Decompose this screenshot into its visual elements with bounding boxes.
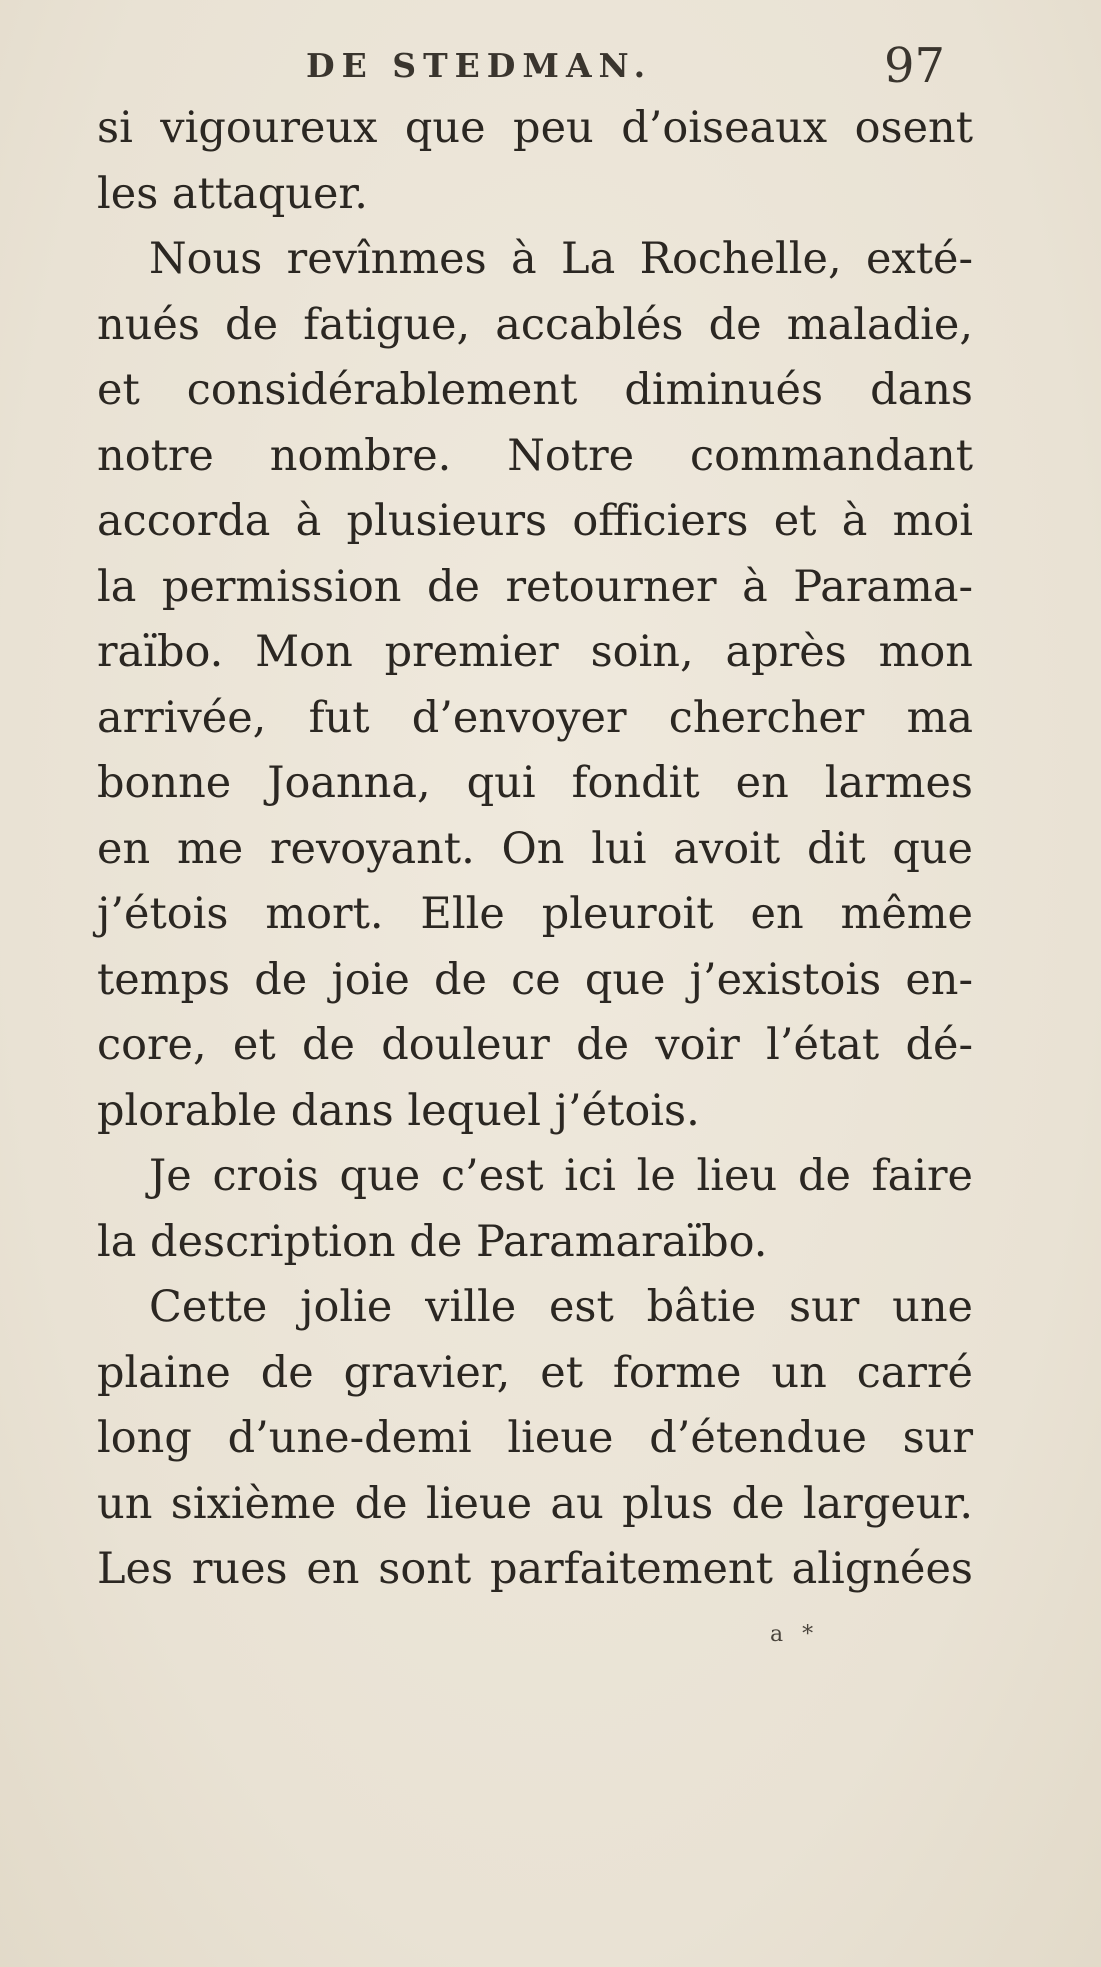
text-line: Cette jolie ville est bâtie sur une — [149, 1282, 973, 1332]
signature-mark: a * — [770, 1622, 820, 1647]
text-line: plaine de gravier, et forme un carré — [97, 1347, 973, 1398]
text-line: et considérablement diminués dans — [97, 365, 973, 415]
text-line: plorable dans lequel j’étois. — [97, 1085, 700, 1136]
text-line: les attaquer. — [97, 168, 368, 219]
text-line: la description de Paramaraïbo. — [97, 1216, 768, 1267]
text-line: Les rues en sont parfaitement alignées — [97, 1544, 973, 1594]
text-line: notre nombre. Notre commandant — [97, 430, 973, 481]
text-line: si vigoureux que peu d’oiseaux osent — [97, 103, 973, 153]
text-line: bonne Joanna, qui fondit en larmes — [97, 758, 973, 808]
text-line: raïbo. Mon premier soin, après mon — [97, 627, 973, 677]
text-line: nués de fatigue, accablés de maladie, — [97, 299, 973, 350]
text-line: temps de joie de ce que j’existois en- — [97, 954, 973, 1005]
text-line: Je crois que c’est ici le lieu de faire — [149, 1151, 973, 1201]
page-header — [0, 38, 1101, 98]
text-line: un sixième de lieue au plus de largeur. — [97, 1478, 973, 1529]
text-line: core, et de douleur de voir l’état dé- — [97, 1020, 973, 1070]
text-line: long d’une-demi lieue d’étendue sur — [97, 1413, 973, 1463]
text-line: arrivée, fut d’envoyer chercher ma — [97, 692, 973, 743]
text-line: Nous revînmes à La Rochelle, exté- — [149, 234, 973, 284]
text-line: en me revoyant. On lui avoit dit que — [97, 823, 973, 874]
page-number: 97 — [884, 38, 946, 94]
text-line: la permission de retourner à Parama- — [97, 561, 973, 612]
body-text — [97, 96, 973, 1603]
text-line: accorda à plusieurs officiers et à moi — [97, 496, 973, 546]
text-line: j’étois mort. Elle pleuroit en même — [97, 889, 973, 939]
running-head: DE STEDMAN. — [306, 46, 653, 85]
